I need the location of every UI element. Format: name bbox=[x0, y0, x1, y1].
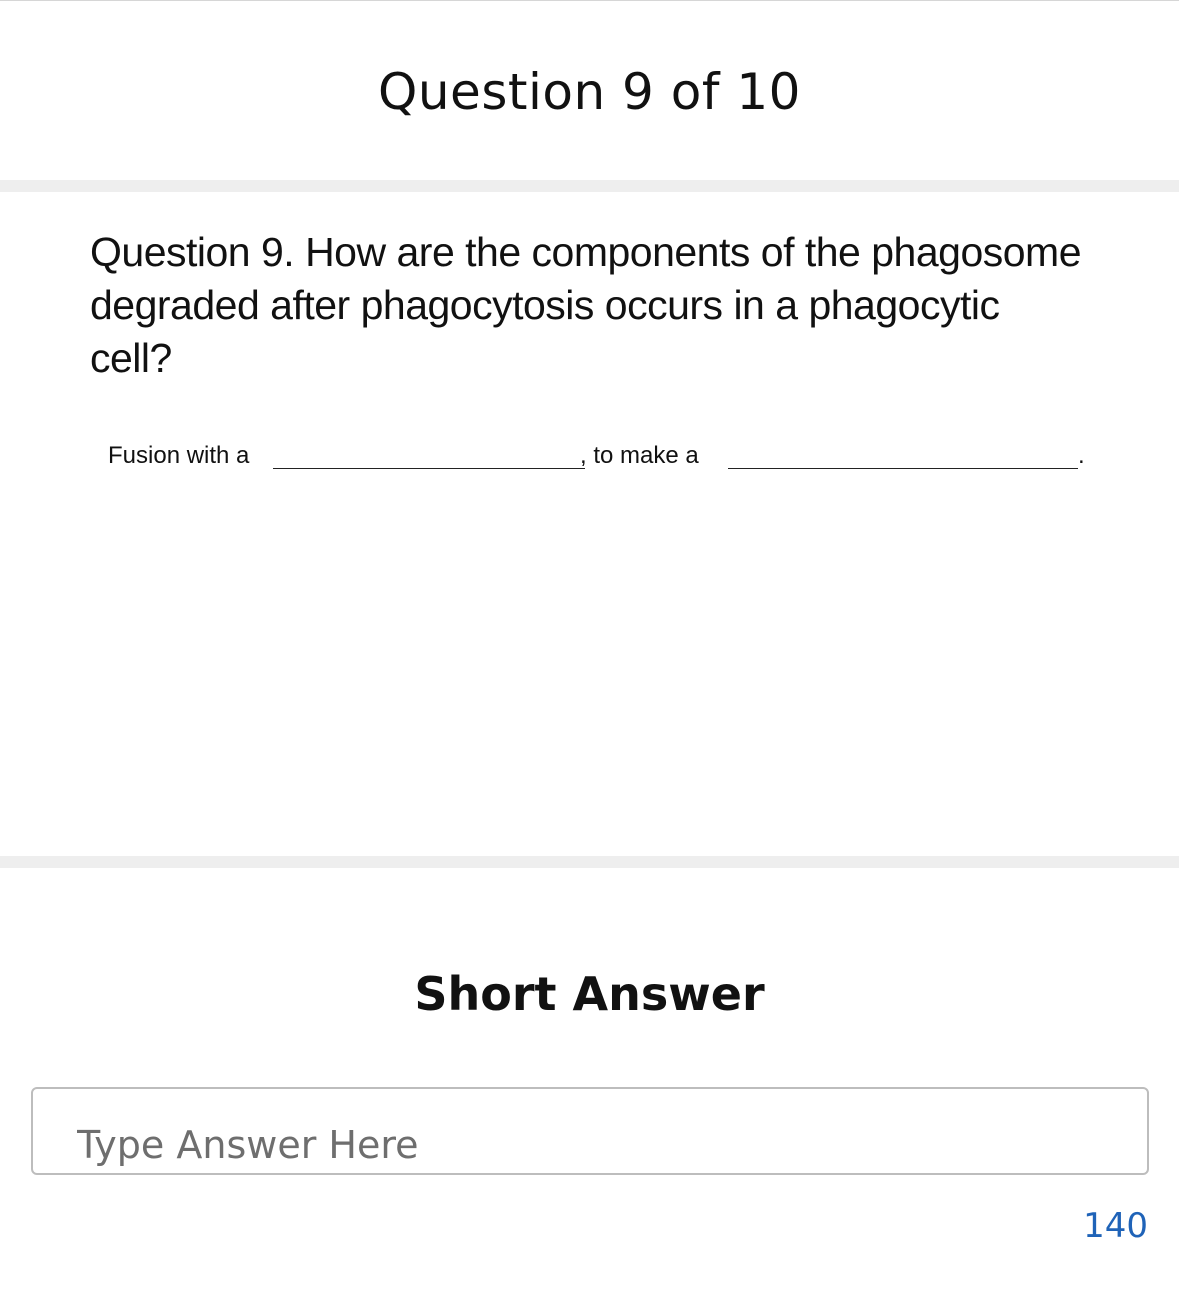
answer-field-container[interactable] bbox=[31, 1087, 1149, 1175]
question-content bbox=[0, 192, 1179, 856]
fill-suffix: . bbox=[1078, 442, 1085, 469]
fill-middle: , to make a bbox=[580, 442, 699, 469]
fill-in-sentence bbox=[108, 440, 1108, 476]
question-text: Question 9. How are the components of the phagosome degraded after phagocytosis occurs in a phagocytic cell? bbox=[90, 229, 1082, 381]
fill-blank-2 bbox=[728, 468, 1078, 469]
fill-blank-1 bbox=[273, 468, 585, 469]
top-rule bbox=[0, 0, 1179, 1]
fill-prefix: Fusion with a bbox=[108, 442, 250, 469]
answer-input[interactable] bbox=[77, 1119, 1117, 1171]
page-title: Question 9 of 10 bbox=[378, 63, 801, 121]
section-divider bbox=[0, 180, 1179, 192]
character-count: 140 bbox=[1083, 1206, 1148, 1246]
answer-type-title: Short Answer bbox=[414, 967, 765, 1021]
section-divider bbox=[0, 856, 1179, 868]
